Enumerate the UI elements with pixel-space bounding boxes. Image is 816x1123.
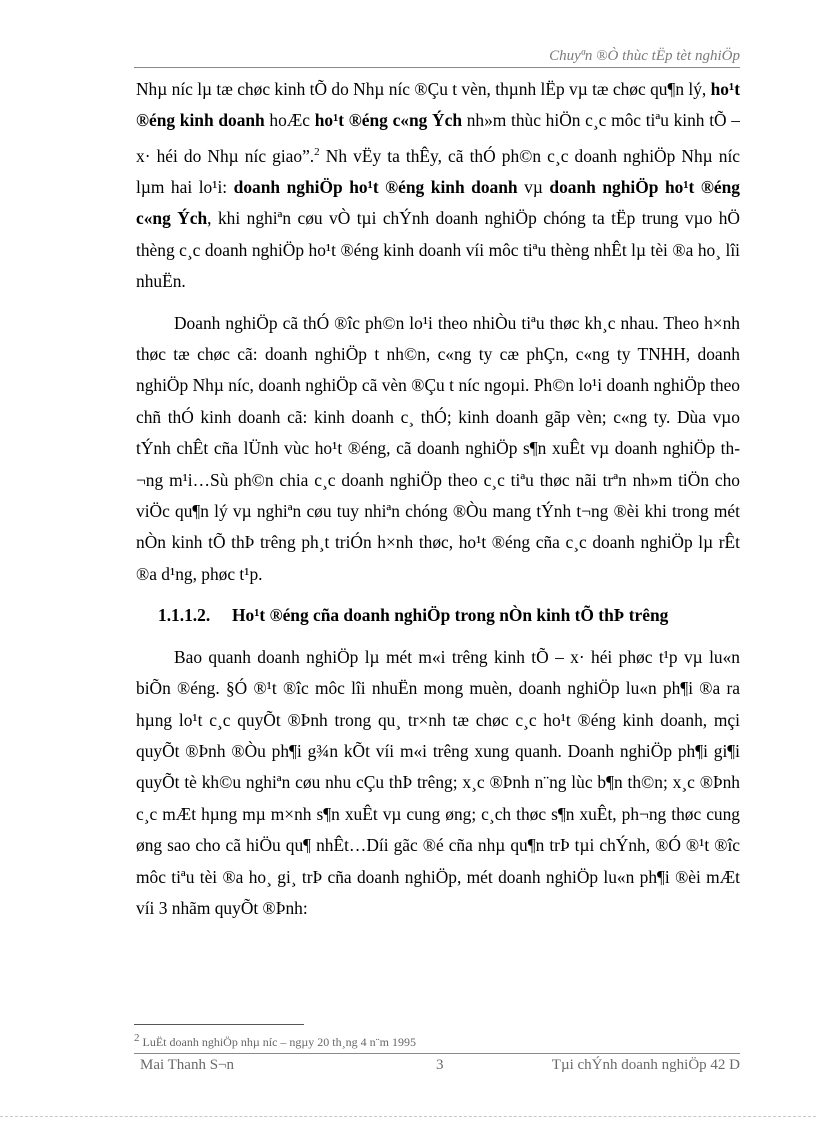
section-heading-text: Ho¹t ®éng cña doanh nghiÖp trong nÒn kinh tÕ thÞ trêng xyxy=(232,605,669,626)
paragraph-1 xyxy=(136,74,740,298)
footer-divider xyxy=(134,1053,740,1054)
p1-bold-4: doanh nghiÖp ho¹t ®éng c«ng Ých xyxy=(136,177,740,229)
p1-text-4: Nh vËy ta thÊy, cã thÓ ph©n c¸c doanh nghiÖp Nhµ níc lµm hai lo¹i: xyxy=(136,145,741,198)
page-header-title: Chuyªn ®Ò thùc tËp tèt nghiÖp xyxy=(549,48,740,64)
paragraph-2: Doanh nghiÖp cã thÓ ®îc ph©n lo¹i theo nhiÒu tiªu thøc kh¸c nhau. Theo h×nh thøc tæ chøc cã: doanh nghiÖp t nh©n, c«ng ty cæ phÇn, c«ng ty TNHH, doanh nghiÖp Nhµ níc, doanh nghiÖp cã vèn ®Çu t níc ngoµi. Ph©n lo¹i doanh nghiÖp theo chñ thÓ kinh doanh cã: kinh doanh c¸ thÓ; kinh doanh gãp vèn; c«ng ty. Dùa vµo tÝnh chÊt cña lÜnh vùc ho¹t ®éng, cã doanh nghiÖp s¶n xuÊt vµ doanh nghiÖp th¬ng m¹i…Sù ph©n chia c¸c doanh nghiÖp theo c¸c tiªu thøc nãi trªn nh»m tiÖn cho viÖc qu¶n lý vµ nghiªn cøu tuy nhiªn chóng ®Òu mang tÝnh t¬ng ®èi khi trong mét nÒn kinh tÕ thÞ trêng ph¸t triÓn h×nh thøc, ho¹t ®éng cña c¸c doanh nghiÖp lµ rÊt ®a d¹ng, phøc t¹p. xyxy=(136,312,740,584)
p1-bold-1: ho¹t ®éng kinh doanh xyxy=(136,79,740,131)
footnote-divider xyxy=(134,1024,304,1025)
footnote xyxy=(134,1032,416,1050)
p1-bold-2: ho¹t ®éng c«ng Ých xyxy=(314,110,463,131)
footer-page-number: 3 xyxy=(436,1057,444,1073)
paragraph-3: Bao quanh doanh nghiÖp lµ mét m«i trêng kinh tÕ – x· héi phøc t¹p vµ lu«n biÕn ®éng. §Ó ®¹t ®îc môc lîi nhuËn mong muèn, doanh nghiÖp lu«n ph¶i ®a ra hµng lo¹t c¸c quyÕt ®Þnh trong qu¸ tr×nh tæ chøc c¸c ho¹t ®éng kinh doanh, mçi quyÕt ®Þnh ®Òu ph¶i g¾n kÕt víi m«i trêng xung quanh. Doanh nghiÖp ph¶i gi¶i quyÕt tè kh©u nghiªn cøu nhu cÇu thÞ trêng; x¸c ®Þnh n¨ng lùc b¶n th©n; x¸c ®Þnh c¸c mÆt hµng mµ m×nh s¶n xuÊt vµ cung øng; c¸ch thøc s¶n xuÊt, ph¬ng thøc cung øng sao cho cã hiÖu qu¶ nhÊt…Díi gãc ®é cña nhµ qu¶n trÞ tµi chÝnh, ®Ó ®¹t ®îc môc tiªu tèi ®a ho¸ gi¸ trÞ cña doanh nghiÖp, mét doanh nghiÖp lu«n ph¶i ®èi mÆt víi 3 nhãm quyÕt ®Þnh: xyxy=(136,646,740,918)
document-body xyxy=(136,74,740,924)
footnote-text: LuËt doanh nghiÖp nhµ níc – ngµy 20 th¸ng 4 n¨m 1995 xyxy=(139,1035,416,1049)
section-heading xyxy=(158,600,740,631)
footnote-number: 2 xyxy=(134,1032,140,1044)
footer-author: Mai Thanh S¬n xyxy=(140,1057,235,1073)
footnote-ref: 2 xyxy=(314,145,320,158)
page-bottom-border xyxy=(0,1116,816,1117)
p1-bold-3: doanh nghiÖp ho¹t ®éng kinh doanh xyxy=(233,177,518,198)
header-divider xyxy=(134,67,740,68)
p1-text-3: nh»m thùc hiÖn c¸c môc tiªu kinh tÕ – x· héi do Nhµ níc giao”. xyxy=(136,110,740,166)
p1-text-5: vµ xyxy=(517,177,550,198)
section-number: 1.1.1.2. xyxy=(158,605,211,626)
p1-text-2: hoÆc xyxy=(264,110,315,131)
p1-text-6: , khi nghiªn cøu vÒ tµi chÝnh doanh nghiÖp chóng ta tËp trung vµo hÖ thèng c¸c doanh nghiÖp ho¹t ®éng kinh doanh víi môc tiªu thèng nhÊt lµ tèi ®a ho¸ lîi nhuËn. xyxy=(136,208,740,292)
p1-text-1: Nhµ níc lµ tæ chøc kinh tÕ do Nhµ níc ®Çu t vèn, thµnh lËp vµ tæ chøc qu¶n lý, xyxy=(136,79,711,99)
footer-class: Tµi chÝnh doanh nghiÖp 42 D xyxy=(551,1057,740,1073)
